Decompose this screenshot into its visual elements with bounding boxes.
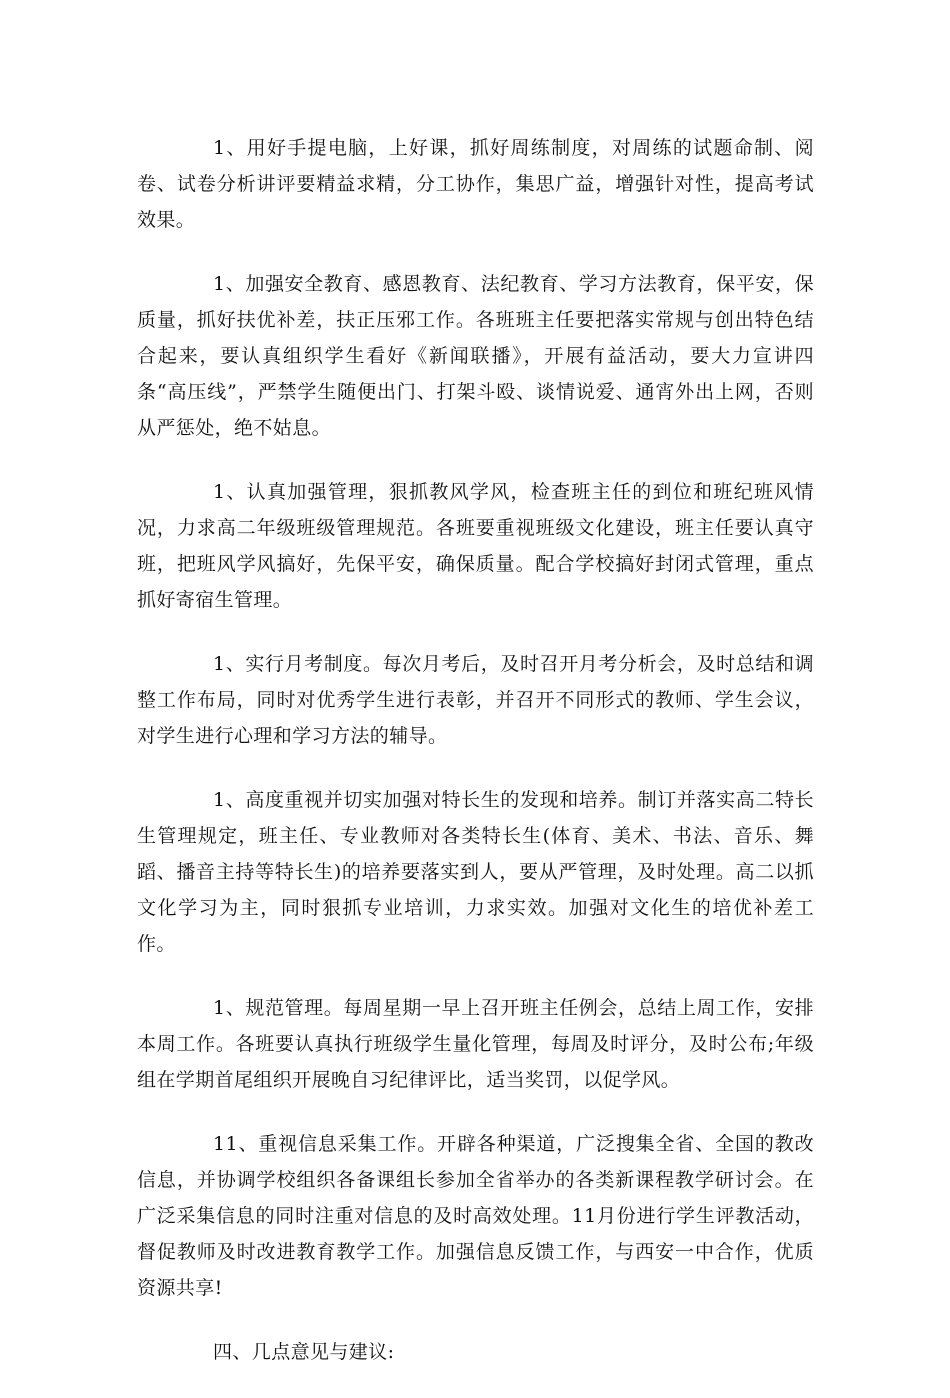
paragraph-standard-management: 1、规范管理。每周星期一早上召开班主任例会，总结上周工作，安排本周工作。各班要认真执行班级学生量化管理，每周及时评分，及时公布;年级组在学期首尾组织开展晚自习纪律评比，适当奖罚，以促学风。 [137, 997, 814, 1091]
paragraph-class-management: 1、认真加强管理，狠抓教风学风，检查班主任的到位和班纪班风情况，力求高二年级班级管理规范。各班要重视班级文化建设，班主任要认真守班，把班风学风搞好，先保平安，确保质量。配合学校搞好封闭式管理，重点抓好寄宿生管理。 [137, 481, 814, 611]
paragraph-special-talents: 1、高度重视并切实加强对特长生的发现和培养。制订并落实高二特长生管理规定，班主任、专业教师对各类特长生(体育、美术、书法、音乐、舞蹈、播音主持等特长生)的培养要落实到人，要从严管理，及时处理。高二以抓文化学习为主，同时狠抓专业培训，力求实效。加强对文化生的培优补差工作。 [137, 789, 814, 955]
document-body [137, 130, 814, 1398]
paragraph-weekly-tests: 1、用好手提电脑，上好课，抓好周练制度，对周练的试题命制、阅卷、试卷分析讲评要精益求精，分工协作，集思广益，增强针对性，提高考试效果。 [137, 137, 814, 231]
paragraph-monthly-exams: 1、实行月考制度。每次月考后，及时召开月考分析会，及时总结和调整工作布局，同时对优秀学生进行表彰，并召开不同形式的教师、学生会议，对学生进行心理和学习方法的辅导。 [137, 653, 814, 747]
paragraph-information-collection: 11、重视信息采集工作。开辟各种渠道，广泛搜集全省、全国的教改信息，并协调学校组织各备课组长参加全省举办的各类新课程教学研讨会。在广泛采集信息的同时注重对信息的及时高效处理。11月份进行学生评教活动，督促教师及时改进教育教学工作。加强信息反馈工作，与西安一中合作，优质资源共享! [137, 1133, 814, 1299]
section-heading: 四、几点意见与建议: [213, 1341, 395, 1363]
paragraph-safety-education: 1、加强安全教育、感恩教育、法纪教育、学习方法教育，保平安，保质量，抓好扶优补差，扶正压邪工作。各班班主任要把落实常规与创出特色结合起来，要认真组织学生看好《新闻联播》，开展有益活动，要大力宣讲四条“高压线”，严禁学生随便出门、打架斗殴、谈情说爱、通宵外出上网，否则从严惩处，绝不姑息。 [137, 273, 814, 439]
